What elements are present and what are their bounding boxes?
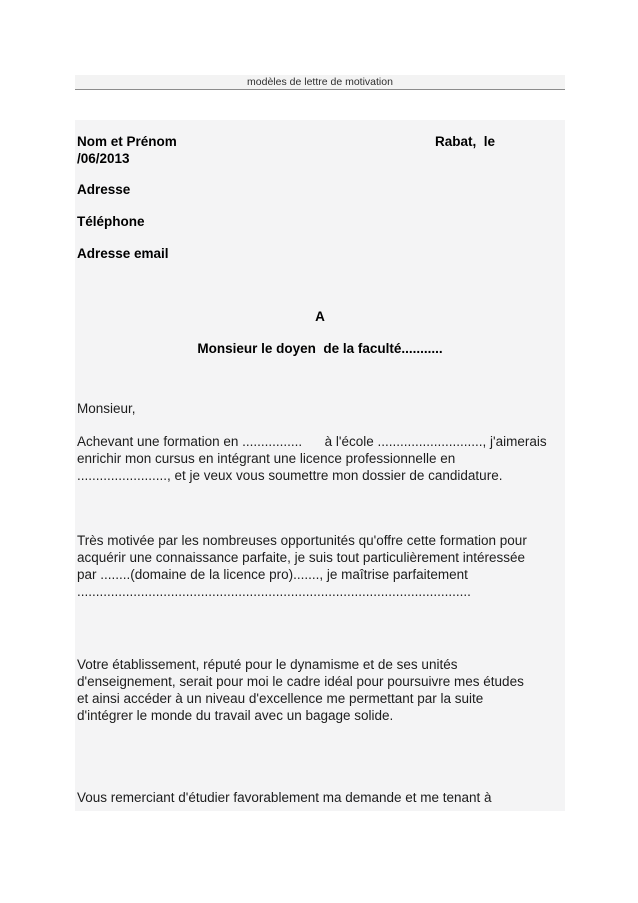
paragraph-line: Très motivée par les nombreuses opportunités qu'offre cette formation pour (77, 533, 527, 548)
paragraph-establishment (77, 656, 563, 724)
address-label: Adresse (77, 182, 131, 197)
letter-body (75, 120, 565, 811)
page-header-title: modèles de lettre de motivation (75, 75, 565, 90)
paragraph-line: ........................, et je veux vous soumettre mon dossier de candidature. (77, 468, 503, 483)
date-line: /06/2013 (77, 151, 130, 166)
city-date-label: Rabat, le (434, 134, 495, 149)
paragraph-introduction (77, 433, 563, 484)
paragraph-motivation (77, 532, 563, 600)
salutation: Monsieur, (77, 401, 136, 416)
phone-label: Téléphone (77, 214, 145, 229)
paragraph-line: par ........(domaine de la licence pro)......., je maîtrise parfaitement (77, 567, 468, 582)
paragraph-line: acquérir une connaissance parfaite, je suis tout particulièrement intéressée (77, 550, 525, 565)
closing-line: Vous remerciant d'étudier favorablement ma demande et me tenant à (77, 790, 492, 805)
email-label: Adresse email (77, 246, 169, 261)
paragraph-line: Votre établissement, réputé pour le dynamisme et de ses unités (77, 657, 458, 672)
paragraph-line: ......................................................................................................... (77, 584, 471, 599)
paragraph-line: d'intégrer le monde du travail avec un bagage solide. (77, 708, 394, 723)
sender-name-label: Nom et Prénom (77, 134, 177, 149)
paragraph-line: enrichir mon cursus en intégrant une licence professionnelle en (77, 451, 456, 466)
sender-name-date-row (77, 133, 563, 150)
paragraph-line: Achevant une formation en ................ à l'école ............................, j'aimerais (77, 434, 547, 449)
recipient-to-marker: A (315, 309, 325, 324)
paragraph-line: et ainsi accéder à un niveau d'excellence me permettant par la suite (77, 691, 484, 706)
paragraph-line: d'enseignement, serait pour moi le cadre idéal pour poursuivre mes études (77, 674, 524, 689)
recipient-line: Monsieur le doyen de la faculté........... (197, 341, 443, 356)
